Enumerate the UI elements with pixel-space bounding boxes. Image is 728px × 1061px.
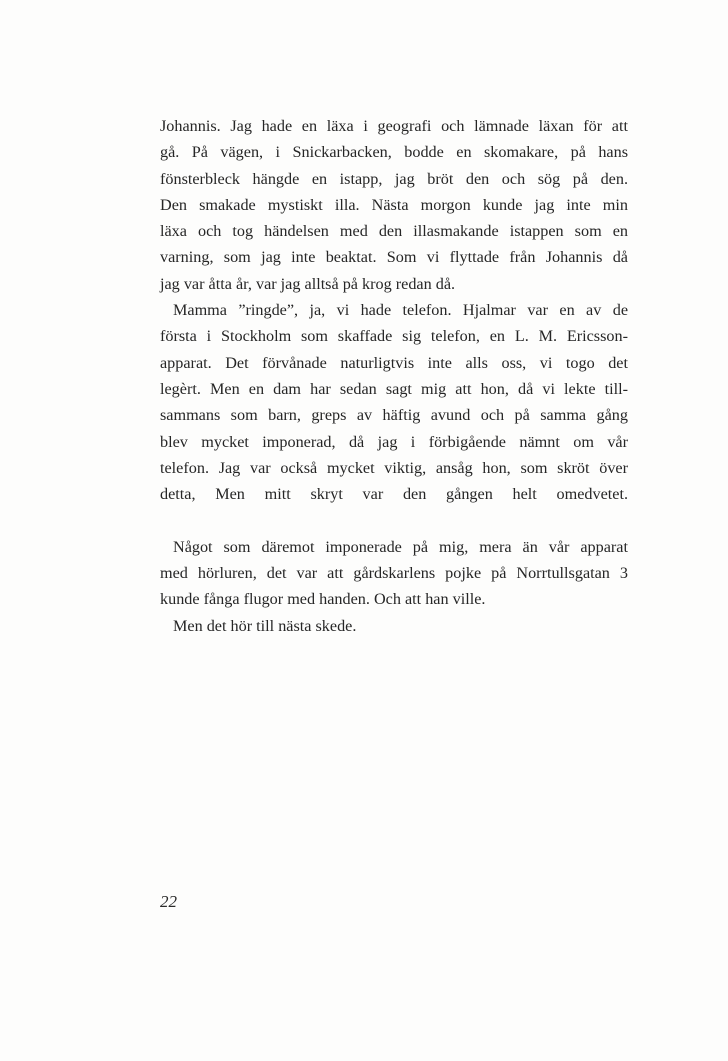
paragraph-1 xyxy=(160,113,628,297)
text-line: första i Stockholm som skaffade sig telefon, en L. M. Ericsson- xyxy=(160,327,628,346)
text-line: jag var åtta år, var jag alltså på krog redan då. xyxy=(160,274,456,293)
text-line xyxy=(160,507,628,533)
text-line: fönsterbleck hängde en istapp, jag bröt den och sög på den. xyxy=(160,169,628,188)
page-number: 22 xyxy=(160,892,177,911)
paragraph-4 xyxy=(160,613,628,639)
text-line: sammans som barn, greps av häftig avund och på samma gång xyxy=(160,406,628,425)
text-line: Johannis. Jag hade en läxa i geografi och lämnade läxan för att xyxy=(160,117,628,135)
text-line: kunde fånga flugor med handen. Och att han ville. xyxy=(160,590,486,609)
text-line: telefon. Jag var också mycket viktig, ansåg hon, som skröt över xyxy=(160,458,628,477)
text-line: Den smakade mystiskt illa. Nästa morgon kunde jag inte min xyxy=(160,195,628,214)
text-line: blev mycket imponerad, då jag i förbigående nämnt om vår xyxy=(160,432,628,451)
text-line: apparat. Det förvånade naturligtvis inte alls oss, vi togo det xyxy=(160,353,628,372)
text-line: detta, Men mitt skryt var den gången helt omedvetet. xyxy=(160,485,628,504)
text-line: med hörluren, det var att gårdskarlens pojke på Norrtullsgatan 3 xyxy=(160,564,628,583)
paragraph-2 xyxy=(160,297,628,534)
text-line: Men det hör till nästa skede. xyxy=(173,616,357,635)
text-line: varning, som jag inte beaktat. Som vi flyttade från Johannis då xyxy=(160,248,628,267)
text-line: Mamma ”ringde”, ja, vi hade telefon. Hjalmar var en av de xyxy=(173,301,628,320)
text-line: läxa och tog händelsen med den illasmakande istappen som en xyxy=(160,222,628,241)
body-text xyxy=(160,113,628,639)
text-line: legèrt. Men en dam har sedan sagt mig att hon, då vi lekte till- xyxy=(160,379,628,398)
paragraph-3 xyxy=(160,534,628,613)
text-line: Något som däremot imponerade på mig, mera än vår apparat xyxy=(173,537,628,556)
text-line: gå. På vägen, i Snickarbacken, bodde en skomakare, på hans xyxy=(160,143,628,162)
